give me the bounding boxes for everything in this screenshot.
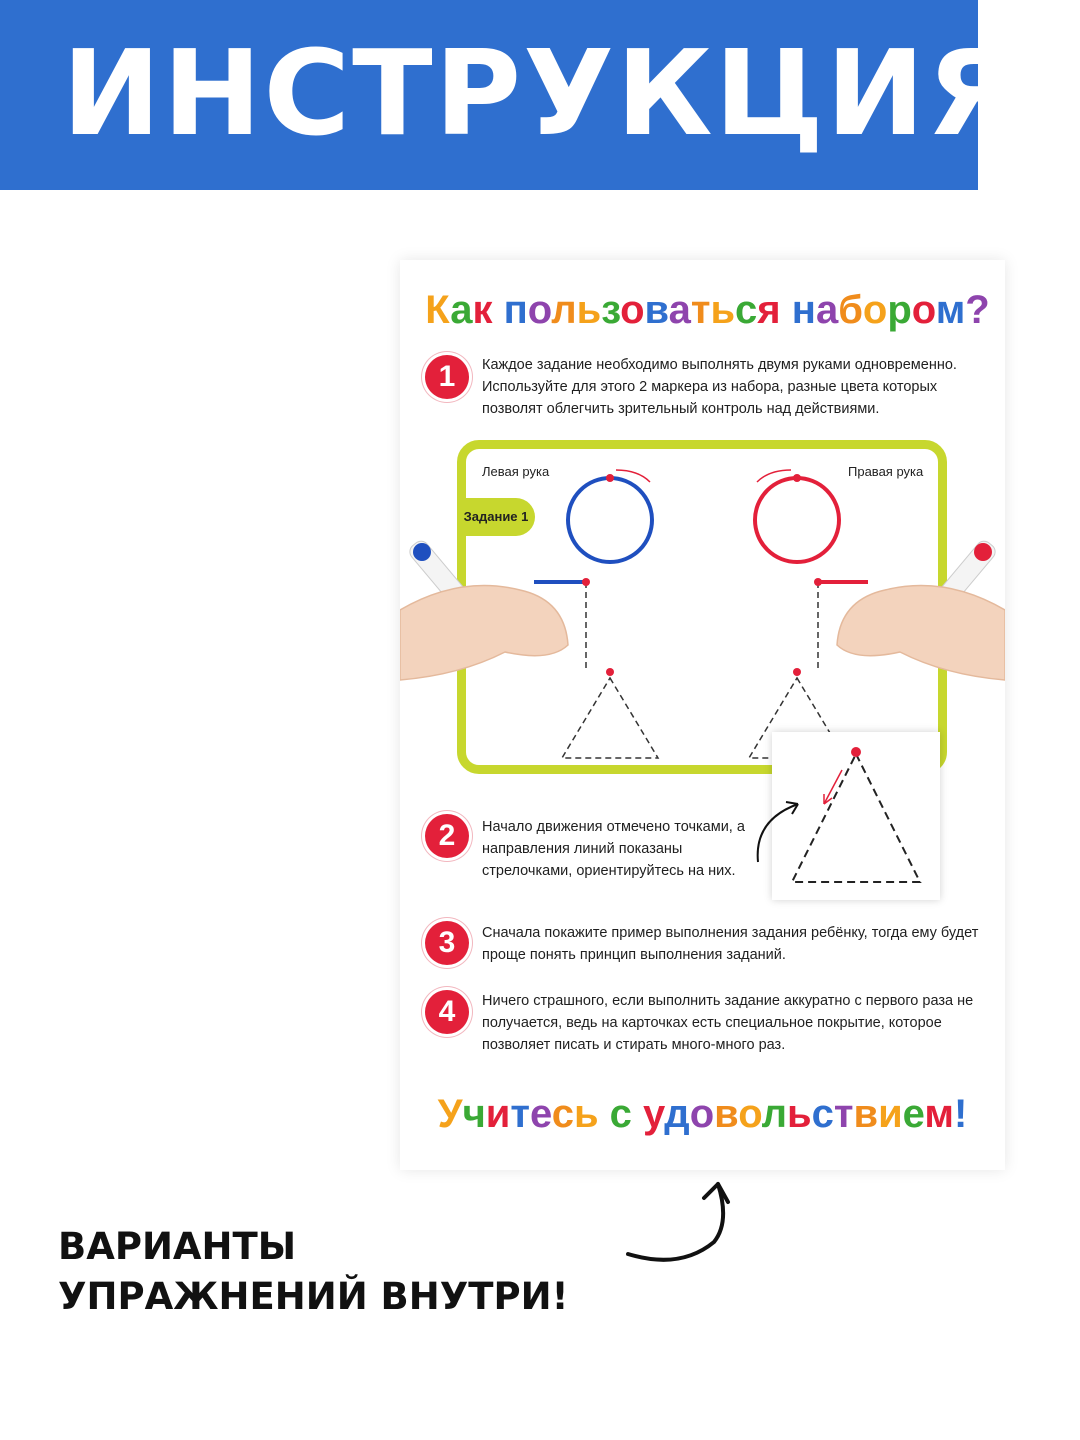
step-4-text: Ничего страшного, если выполнить задание аккуратно с первого раза не получается, ведь на карточках есть специальное покрытие, которое позволяет писать и стирать много-много раз. xyxy=(482,993,974,1053)
left-square-dot xyxy=(582,578,590,586)
header-banner xyxy=(0,0,1020,190)
step-2-text: Начало движения отмечено точками, а направления линий показаны стрелочками, ориентируйтесь на них. xyxy=(482,819,745,879)
left-triangle-dashed xyxy=(562,678,658,758)
step-3-text: Сначала покажите пример выполнения задания ребёнку, тогда ему будет проще понять принцип выполнения заданий. xyxy=(482,925,979,963)
step-1-text: Каждое задание необходимо выполнять двумя руками одновременно. Используйте для этого 2 маркера из набора, разные цвета которых позволят облегчить зрительный контроль над действиями. xyxy=(482,357,957,417)
right-hand xyxy=(837,586,1005,681)
right-hand-label: Правая рука xyxy=(848,464,924,479)
instruction-card xyxy=(400,260,1005,1170)
left-circle-trace xyxy=(568,478,652,562)
left-triangle-dot xyxy=(606,668,614,676)
right-triangle-dot xyxy=(793,668,801,676)
right-circle-trace xyxy=(755,478,839,562)
banner-title: ИНСТРУКЦИЯ xyxy=(62,24,1020,162)
left-hand-label: Левая рука xyxy=(482,464,550,479)
step-4-number: 4 xyxy=(425,990,469,1034)
left-hand xyxy=(400,586,568,681)
left-start-dot xyxy=(606,474,614,482)
step-2-number: 2 xyxy=(425,814,469,858)
step-1-number: 1 xyxy=(425,355,469,399)
task-tag: Задание 1 xyxy=(457,498,535,536)
right-start-dot xyxy=(793,474,801,482)
curved-arrow-icon xyxy=(620,1170,750,1270)
footer-note: ВАРИАНТЫ УПРАЖНЕНИЙ ВНУТРИ! xyxy=(58,1225,569,1318)
card-title: Как пользоваться набором? xyxy=(425,288,990,332)
right-square-dot xyxy=(814,578,822,586)
step-3-number: 3 xyxy=(425,921,469,965)
tracing-illustration xyxy=(400,440,1005,780)
card-slogan: Учитесь с удовольствием! xyxy=(437,1092,968,1136)
zoom-arrow-icon xyxy=(750,790,810,870)
